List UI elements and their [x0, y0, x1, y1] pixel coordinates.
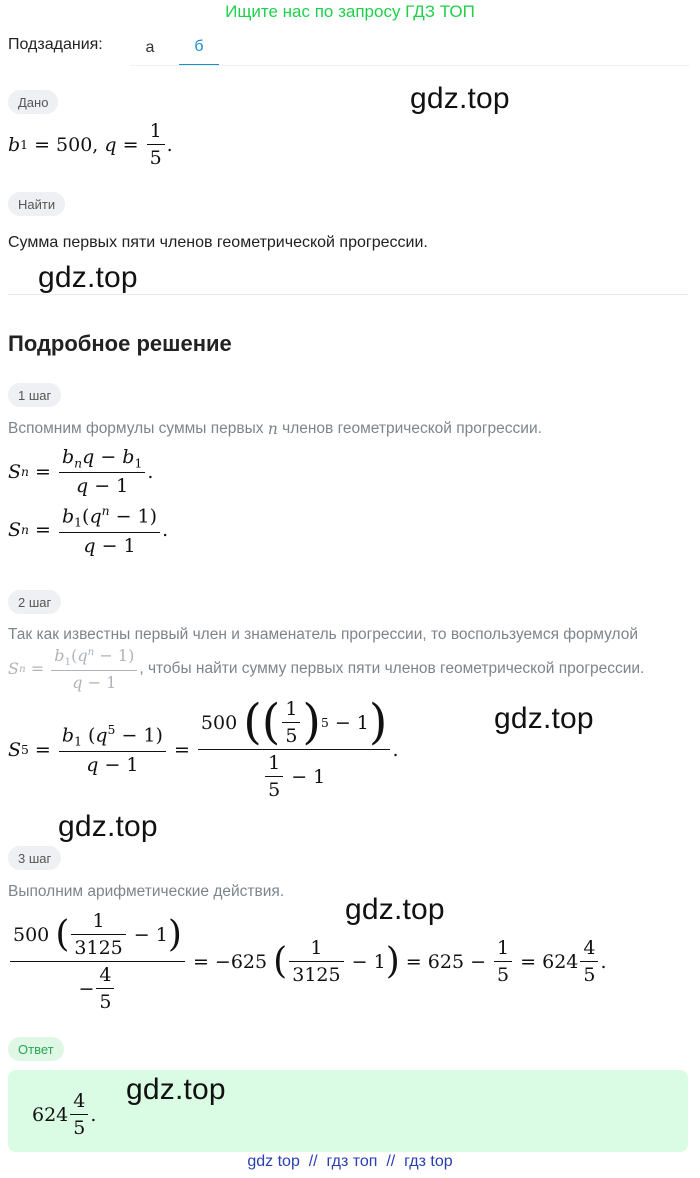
solution-title: Подробное решение	[8, 331, 232, 356]
tabs-underline	[130, 65, 690, 66]
watermark: gdz.top	[126, 1073, 226, 1106]
step2-text-line2: S n = $\frac{b_1(q^n - 1)}{q - 1}$ , чтобы найти сумму первых пяти членов геометрической прогрессии.	[8, 646, 645, 692]
watermark: gdz.top	[494, 702, 594, 735]
footer-link[interactable]: gdz top	[247, 1153, 300, 1170]
footer-link[interactable]: гдз топ	[326, 1153, 378, 1170]
step3-text: Выполним арифметические действия.	[8, 883, 285, 900]
step1-chip: 1 шаг	[8, 383, 61, 407]
footer-link[interactable]: гдз top	[404, 1153, 453, 1170]
watermark: gdz.top	[410, 82, 510, 115]
find-chip: Найти	[8, 192, 65, 216]
sum-formula-1: S n = $\frac{b_nq - b_1}{q - 1}$ .	[8, 446, 154, 498]
subtasks-label: Подзадания:	[8, 36, 103, 53]
footer-separator: //	[386, 1153, 396, 1170]
watermark: gdz.top	[58, 810, 158, 843]
step1-text: Вспомним формулы суммы первых n членов геометрической прогрессии.	[8, 420, 542, 438]
answer-value: 624 $\frac{4}{5}$ .	[32, 1090, 97, 1139]
tab-subtask-b[interactable]: б	[179, 30, 219, 66]
answer-box	[8, 1070, 688, 1152]
tab-subtask-a[interactable]: а	[145, 39, 155, 56]
find-text: Сумма первых пяти членов геометрической прогрессии.	[8, 234, 428, 251]
given-chip: Дано	[8, 90, 58, 114]
step3-formula: 500 ( $\frac{1}{3125}$ − 1 ) − $\frac{4}{5}$ = − 625 ( $\frac{1}{3125}$ − 1 ) = 625 − $\frac{1}{5}$ = 624 $\frac{4}{5}$ .	[8, 910, 607, 1013]
step2-formula: S 5 = $\frac{b_1 (q^5 - 1)}{q - 1}$ = 500 ( ( $\frac{1}{5}$ ) 5 − 1 ) $\frac{1}{5}$ − 1 .	[8, 694, 399, 801]
sum-formula-2: S n = $\frac{b_1(q^n - 1)}{q - 1}$ .	[8, 504, 169, 557]
answer-chip: Ответ	[8, 1037, 64, 1061]
footer-separator: //	[308, 1153, 318, 1170]
given-formula: b 1 = 500 , q = $\frac{1}{5}$ .	[8, 120, 173, 169]
watermark: gdz.top	[345, 893, 445, 926]
promo-banner[interactable]: Ищите нас по запросу ГДЗ ТОП	[225, 2, 475, 21]
divider	[8, 294, 688, 295]
watermark: gdz.top	[38, 261, 138, 294]
footer-links	[0, 1153, 700, 1171]
step2-text-line1: Так как известны первый член и знаменатель прогрессии, то воспользуемся формулой	[8, 626, 639, 643]
step2-chip: 2 шаг	[8, 590, 61, 614]
step3-chip: 3 шаг	[8, 846, 61, 870]
